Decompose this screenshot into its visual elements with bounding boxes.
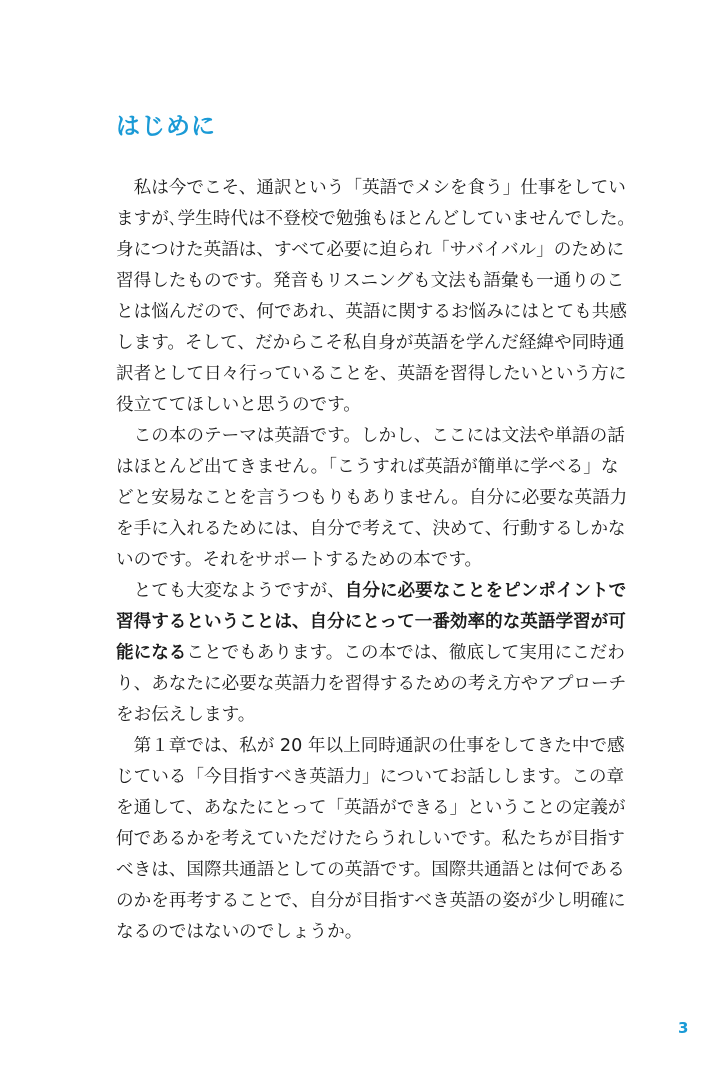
text-line: はほとんど出てきません。「こうすれば英語が簡単に学べる」な	[116, 457, 619, 477]
text-line: 訳者として日々行っていることを、英語を習得したいという方に	[116, 364, 627, 384]
text-line: じている「今目指すべき英語力」についてお話しします。この章	[116, 767, 625, 787]
text-line: この本のテーマは英語です。しかし、ここには文法や単語の話	[116, 426, 625, 446]
text-line: べきは、国際共通語としての英語です。国際共通語とは何である	[116, 860, 625, 880]
page-title: はじめに	[116, 112, 216, 140]
emphasis-text: 能になる	[116, 643, 187, 663]
text-line: 第１章では、私が 20 年以上同時通訳の仕事をしてきた中で感	[116, 736, 625, 756]
text-line: 習得したものです。発音もリスニングも文法も語彙も一通りのこ	[116, 271, 625, 291]
text-line: します。そして、だからこそ私自身が英語を学んだ経緯や同時通	[116, 333, 625, 353]
page-number: 3	[678, 1019, 689, 1037]
text-line: を手に入れるためには、自分で考えて、決めて、行動するしかな	[116, 519, 626, 539]
text-line: 身につけた英語は、すべて必要に迫られ「サバイバル」のために	[116, 240, 625, 260]
text-line: のかを再考することで、自分が目指すべき英語の姿が少し明確に	[116, 891, 626, 911]
text-line: 能になることでもあります。この本では、徹底して実用にこだわ	[116, 643, 625, 663]
text-line: 何であるかを考えていただけたらうれしいです。私たちが目指す	[116, 829, 625, 849]
text-line: なるのではないのでしょうか。	[116, 922, 363, 942]
text-line: いのです。それをサポートするための本です。	[116, 550, 483, 570]
body-text	[116, 173, 636, 948]
text-line: どと安易なことを言うつもりもありません。自分に必要な英語力	[116, 488, 628, 508]
emphasis-text: 習得するということは、自分にとって一番効率的な英語学習が可	[116, 612, 626, 632]
text-line: り、あなたに必要な英語力を習得するための考え方やアプローチ	[116, 674, 627, 694]
text-line: を通して、あなたにとって「英語ができる」ということの定義が	[116, 798, 626, 818]
text-line: ますが､学生時代は不登校で勉強もほとんどしていませんでした。	[116, 209, 636, 229]
text-line: 役立ててほしいと思うのです。	[116, 395, 361, 415]
text-line	[116, 607, 636, 638]
text-line: とても大変なようですが、自分に必要なことをピンポイントで	[116, 581, 627, 601]
emphasis-text: 自分に必要なことをピンポイントで	[344, 581, 627, 601]
text-line: 私は今でこそ、通訳という「英語でメシを食う」仕事をしてい	[116, 178, 626, 198]
text-line: をお伝えします。	[116, 705, 256, 725]
text-line: とは悩んだので、何であれ、英語に関するお悩みにはとても共感	[116, 302, 627, 322]
